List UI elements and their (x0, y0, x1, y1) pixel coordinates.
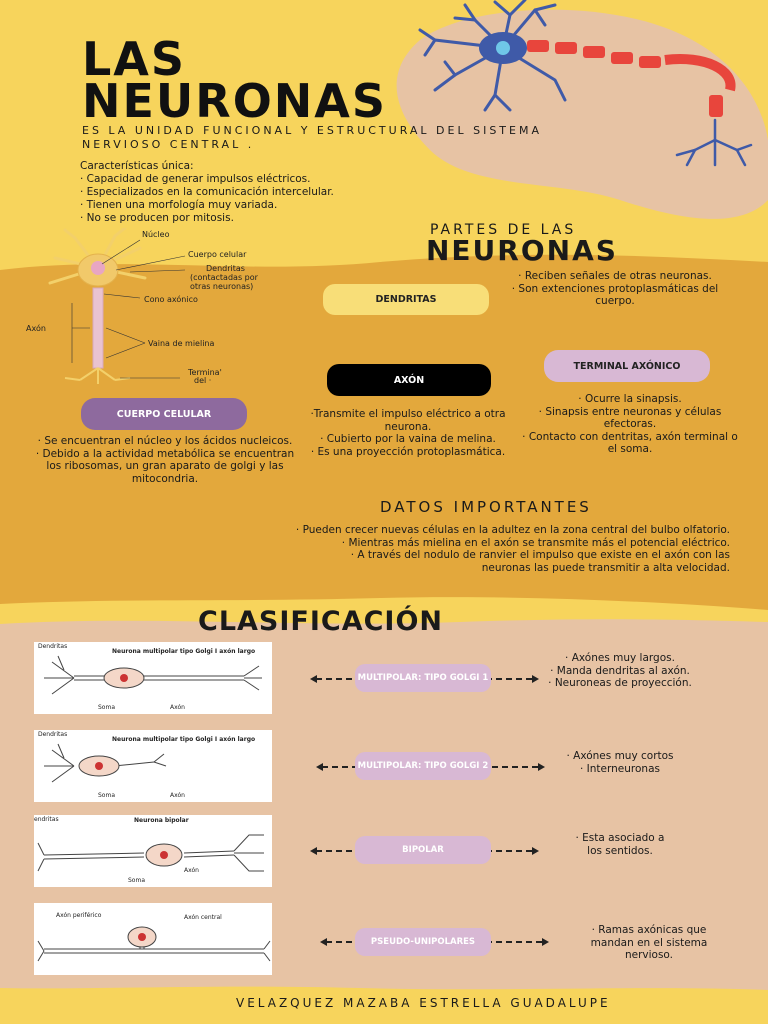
multipolar-golgi1-pill: MULTIPOLAR: TIPO GOLGI 1 (355, 664, 491, 692)
title-line-2: NEURONAS (82, 74, 388, 128)
neuron-illustration (415, 0, 755, 180)
arrowhead-left-icon (316, 763, 323, 771)
arrowhead-right-icon (532, 675, 539, 683)
img-title: Neurona multipolar tipo Golgi I axón largo (112, 736, 256, 743)
pseudounipolar-pill: PSEUDO-UNIPOLARES (355, 928, 491, 956)
img-label-dendritas: Dendritas (38, 643, 68, 650)
label-axon: Axón (26, 324, 46, 333)
label-dendritas-note2: otras neuronas) (190, 282, 254, 291)
img-label-soma: Soma (128, 877, 146, 884)
img-title: Neurona bipolar (134, 817, 189, 824)
terminal-pill: TERMINAL AXÓNICO (544, 350, 710, 382)
caracteristicas-list (80, 160, 334, 225)
img-label-axon-periferico: Axón periférico (56, 912, 102, 919)
bipolar-image (34, 815, 272, 887)
list-item: · Especializados en la comunicación intercelular. (80, 186, 334, 198)
dendritas-pill: DENDRITAS (323, 284, 489, 315)
img-label-soma: Soma (98, 704, 116, 711)
page-subtitle: ES LA UNIDAD FUNCIONAL Y ESTRUCTURAL DEL SISTEMA NERVIOSO CENTRAL . (82, 124, 542, 151)
img-label-dendritas: endritas (34, 816, 59, 823)
multipolar-golgi2-image (34, 730, 272, 802)
list-item: · Tienen una morfología muy variada. (80, 199, 278, 211)
partes-subtitle: PARTES DE LAS (430, 222, 577, 238)
list-item: · Pueden crecer nuevas células en la adultez en la zona central del bulbo olfatorio. (295, 524, 730, 536)
arrowhead-right-icon (542, 938, 549, 946)
label-dendritas: Dendritas (206, 264, 245, 273)
list-item: · No se producen por mitosis. (80, 212, 234, 224)
pseudounipolar-text: · Ramas axónicas que mandan en el sistema nervioso. (590, 924, 708, 961)
img-label-axon-central: Axón central (184, 914, 222, 921)
caracteristicas-heading: Características única: (80, 160, 194, 172)
label-terminal-1: Termina' (188, 368, 222, 377)
multipolar-golgi1-image (34, 642, 272, 714)
arrowhead-left-icon (310, 847, 317, 855)
cuerpo-pill: CUERPO CELULAR (81, 398, 247, 430)
label-nucleo: Núcleo (142, 230, 170, 239)
title-line-1: LAS (82, 32, 187, 86)
bipolar-text: · Esta asociado a los sentidos. (575, 832, 665, 857)
datos-title: DATOS IMPORTANTES (380, 498, 592, 516)
label-dendritas-note1: (contactadas por (190, 273, 258, 282)
author-name: VELAZQUEZ MAZABA ESTRELLA GUADALUPE (236, 996, 611, 1010)
label-terminal-2: del · (194, 376, 212, 385)
img-label-axon: Axón (170, 704, 185, 711)
datos-list (70, 524, 730, 574)
img-label-soma: Soma (98, 792, 116, 799)
label-cono: Cono axónico (144, 295, 198, 304)
multipolar-golgi2-pill: MULTIPOLAR: TIPO GOLGI 2 (355, 752, 491, 780)
list-item: · Capacidad de generar impulsos eléctricos. (80, 173, 311, 185)
label-cuerpo: Cuerpo celular (188, 250, 247, 259)
arrowhead-right-icon (532, 847, 539, 855)
cuerpo-text: · Se encuentran el núcleo y los ácidos nucleicos. · Debido a la actividad metabólica se encuentran los ribosomas, un gran aparato de golgi y las mitocondria. (35, 435, 295, 485)
clasificacion-title: CLASIFICACIÓN (198, 606, 444, 637)
label-vaina: Vaina de mielina (148, 339, 215, 348)
bipolar-pill: BIPOLAR (355, 836, 491, 864)
arrowhead-left-icon (320, 938, 327, 946)
partes-title: NEURONAS (426, 234, 618, 267)
img-title: Neurona multipolar tipo Golgi I axón largo (112, 648, 256, 655)
page-title (82, 32, 388, 128)
list-item: · Mientras más mielina en el axón se transmite más el potencial eléctrico. (341, 536, 730, 549)
list-item: · A través del nodulo de ranvier el impulso que existe en el axón con las neuronas las puede transmitir a alta velocidad. (350, 549, 730, 574)
axon-text: ·Transmite el impulso eléctrico a otra neurona. · Cubierto por la vaina de melina. · Es una proyección protoplasmática. (310, 408, 506, 458)
img-label-axon: Axón (184, 867, 199, 874)
terminal-text: · Ocurre la sinapsis. · Sinapsis entre neuronas y células efectoras. · Contacto con dentritas, axón terminal o el soma. (522, 393, 738, 455)
img-label-dendritas: Dendritas (38, 731, 68, 738)
img-label-axon: Axón (170, 792, 185, 799)
arrowhead-left-icon (310, 675, 317, 683)
pseudounipolar-image (34, 903, 272, 975)
multipolar-golgi1-text: · Axónes muy largos. · Manda dendritas al axón. · Neuroneas de proyección. (548, 652, 692, 689)
multipolar-golgi2-text: · Axónes muy cortos · Interneuronas (566, 750, 674, 775)
axon-pill: AXÓN (327, 364, 491, 396)
dendritas-text: · Reciben señales de otras neuronas. · Son extenciones protoplasmáticas del cuerpo. (511, 270, 719, 307)
